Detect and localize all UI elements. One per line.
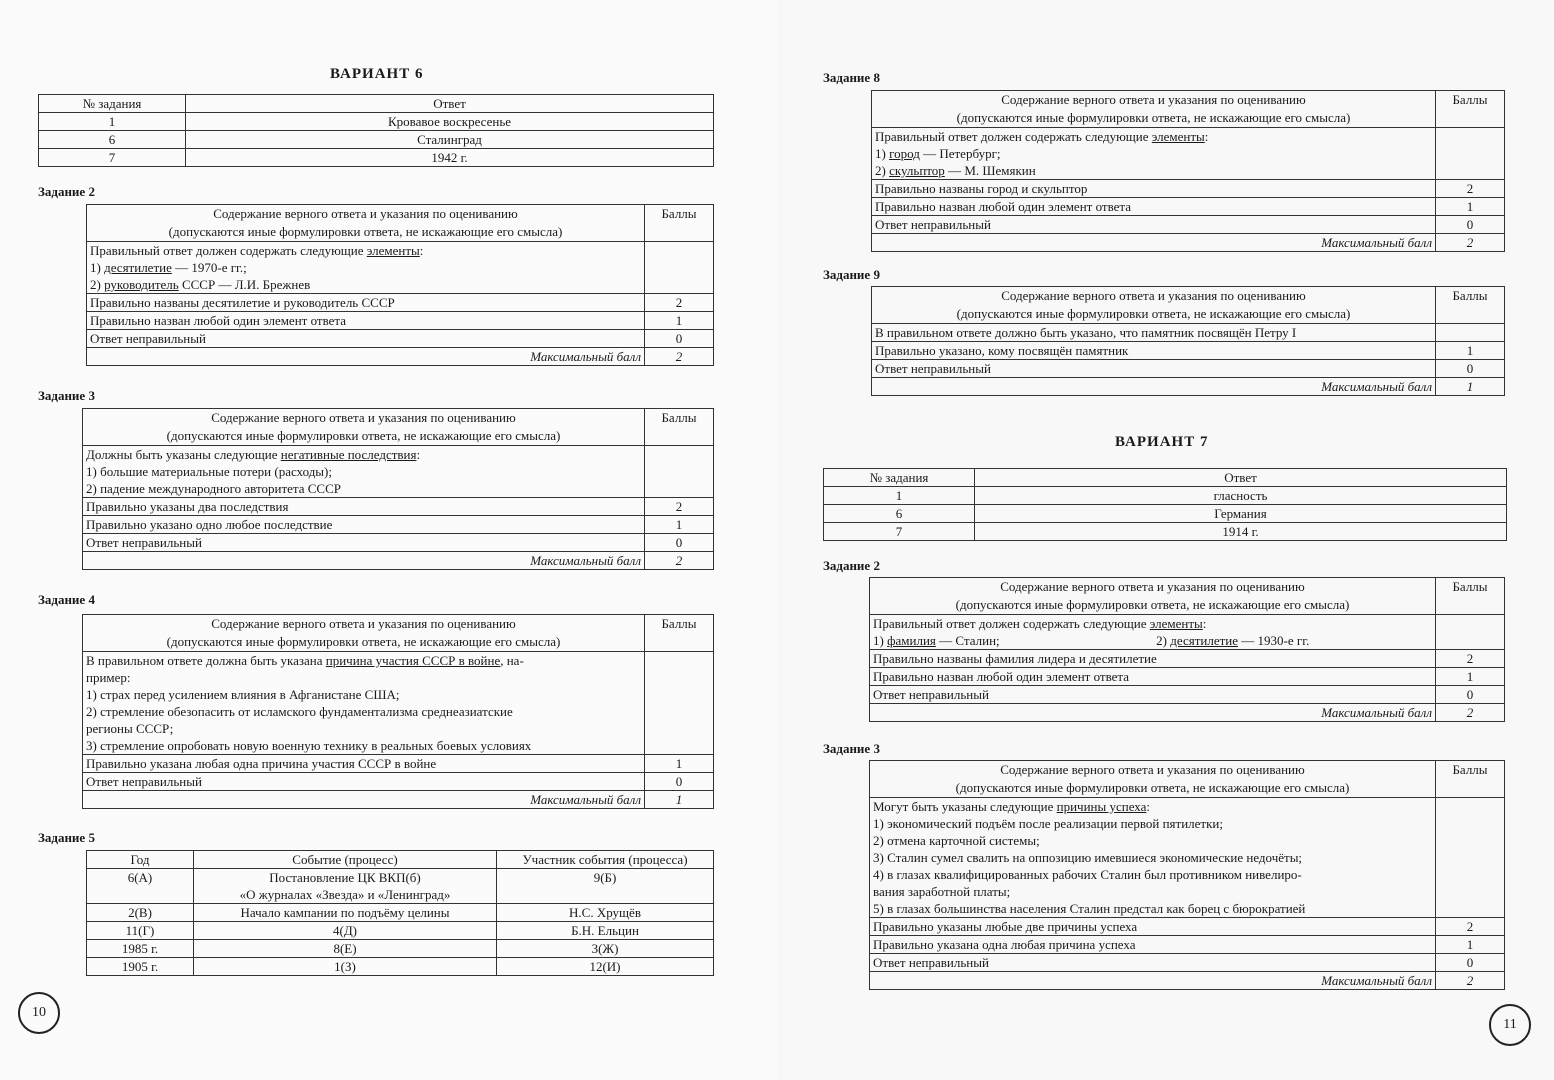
item-key: десятилетие: [104, 260, 172, 275]
points: 1: [645, 755, 714, 773]
intro-end: , на-: [500, 653, 524, 668]
intro-underlined: элементы: [1149, 616, 1203, 631]
criterion: Правильно назван любой один элемент ответа: [870, 668, 1436, 686]
participant-cell: 12(И): [497, 958, 714, 976]
item-text: — 1970-е гг.;: [171, 260, 247, 275]
criterion: Правильно указана одна любая причина успеха: [870, 936, 1436, 954]
table-row: [83, 534, 714, 552]
points: 1: [1436, 198, 1505, 216]
variant-7-title: ВАРИАНТ 7: [1115, 434, 1209, 450]
table-row: [872, 198, 1505, 216]
max-score: 2: [645, 552, 714, 570]
points: 2: [645, 294, 714, 312]
header-event: Событие (процесс): [194, 851, 497, 869]
participant-cell: Н.С. Хрущёв: [497, 904, 714, 922]
page-number-left: 10: [18, 992, 60, 1034]
criteria-header-line1: Содержание верного ответа и указания по оцениванию: [1001, 288, 1306, 303]
page-number-right: 11: [1489, 1004, 1531, 1046]
item-text: 2) падение международного авторитета СССР: [86, 481, 342, 496]
criteria-header-line1: Содержание верного ответа и указания по оцениванию: [213, 206, 518, 221]
max-score-label: Максимальный балл: [87, 348, 645, 366]
criteria-header: [870, 578, 1436, 615]
criterion: Ответ неправильный: [870, 954, 1436, 972]
table-row: [83, 773, 714, 791]
max-score: 2: [645, 348, 714, 366]
criteria-header-line2: (допускаются иные формулировки ответа, не искажающие его смысла): [955, 597, 1350, 612]
task-5-label: Задание 5: [38, 830, 95, 845]
points: 2: [1436, 918, 1505, 936]
table-row: [872, 234, 1505, 252]
table-row: [824, 505, 1507, 523]
table-row: [872, 180, 1505, 198]
table-row: [39, 113, 714, 131]
answer-value: гласность: [975, 487, 1507, 505]
year-cell: 2(В): [87, 904, 194, 922]
points-header: Баллы: [1436, 761, 1505, 798]
points: 0: [645, 330, 714, 348]
answer-value: Сталинград: [186, 131, 714, 149]
intro-text: В правильном ответе должна быть указана: [86, 653, 326, 668]
table-row: [872, 324, 1505, 342]
table-row: [83, 791, 714, 809]
criterion: Ответ неправильный: [870, 686, 1436, 704]
criterion: Правильно указаны любые две причины успеха: [870, 918, 1436, 936]
event-cell: 1(З): [194, 958, 497, 976]
table-row: [87, 294, 714, 312]
table-row: [87, 330, 714, 348]
criteria-header-line2: (допускаются иные формулировки ответа, не искажающие его смысла): [955, 780, 1350, 795]
table-row: [872, 128, 1505, 180]
intro-end: :: [1202, 616, 1207, 631]
intro-end: :: [1146, 799, 1151, 814]
task-number: 7: [39, 149, 186, 167]
table-row: [870, 936, 1505, 954]
task-5-table: [86, 850, 714, 976]
criteria-header: [83, 409, 645, 446]
intro-text: Могут быть указаны следующие: [873, 799, 1057, 814]
intro-underlined: элементы: [366, 243, 420, 258]
table-row: [83, 498, 714, 516]
task-8-table: [871, 90, 1505, 252]
task-4-table: [82, 614, 714, 809]
item-text: — 1930-е гг.: [1238, 633, 1310, 648]
intro-text: Правильный ответ должен содержать следующие: [873, 616, 1150, 631]
v7-task-3-label: Задание 3: [823, 741, 880, 756]
criteria-header: [872, 287, 1436, 324]
criteria-header: [83, 615, 645, 652]
item-text: 1) большие материальные потери (расходы);: [86, 464, 332, 479]
table-row: [870, 972, 1505, 990]
points-header: Баллы: [1436, 578, 1505, 615]
criterion: Ответ неправильный: [83, 534, 645, 552]
item-text: 4) в глазах квалифицированных рабочих Сталин был противником нивелиро-: [873, 867, 1302, 882]
criteria-header-line1: Содержание верного ответа и указания по оцениванию: [211, 410, 516, 425]
table-row: [870, 650, 1505, 668]
v7-task-2-table: [869, 577, 1505, 722]
criteria-header-line2: (допускаются иные формулировки ответа, не искажающие его смысла): [166, 428, 561, 443]
task-9-label: Задание 9: [823, 267, 880, 282]
max-score-label: Максимальный балл: [870, 704, 1436, 722]
table-row: [870, 686, 1505, 704]
answer-value: 1914 г.: [975, 523, 1507, 541]
answer-content: [870, 798, 1436, 918]
criterion: Правильно указаны два последствия: [83, 498, 645, 516]
table-row: [87, 348, 714, 366]
event-cell: 4(Д): [194, 922, 497, 940]
item-text: — Сталин;: [935, 633, 1000, 648]
points: 0: [1436, 360, 1505, 378]
points: 1: [1436, 936, 1505, 954]
table-row: [87, 958, 714, 976]
points-header: Баллы: [645, 205, 714, 242]
item-number: 1): [90, 260, 105, 275]
right-page: [777, 0, 1554, 1080]
item-text: СССР — Л.И. Брежнев: [178, 277, 311, 292]
year-cell: 1905 г.: [87, 958, 194, 976]
criteria-header-line2: (допускаются иные формулировки ответа, не искажающие его смысла): [956, 110, 1351, 125]
criterion: Правильно названы фамилия лидера и десятилетие: [870, 650, 1436, 668]
participant-cell: 9(Б): [497, 869, 714, 904]
answer-content: В правильном ответе должно быть указано, что памятник посвящён Петру I: [872, 324, 1436, 342]
points: 2: [1436, 180, 1505, 198]
task-2-label: Задание 2: [38, 184, 95, 199]
table-row: [870, 615, 1505, 650]
event-cell: [194, 869, 497, 904]
v7-task-2-label: Задание 2: [823, 558, 880, 573]
intro-text: Правильный ответ должен содержать следующие: [875, 129, 1152, 144]
table-row: [87, 869, 714, 904]
event-cell: 8(Е): [194, 940, 497, 958]
v7-task-3-table: [869, 760, 1505, 990]
points: 1: [645, 516, 714, 534]
item-number: 2): [1156, 633, 1171, 648]
table-row: [870, 798, 1505, 918]
intro-text: пример:: [86, 670, 131, 685]
points: 2: [645, 498, 714, 516]
max-score-label: Максимальный балл: [83, 552, 645, 570]
header-year: Год: [87, 851, 194, 869]
intro-underlined: элементы: [1151, 129, 1205, 144]
item-text: — Петербург;: [919, 146, 1001, 161]
points: 0: [1436, 216, 1505, 234]
header-task-number: № задания: [824, 469, 975, 487]
table-row: [870, 954, 1505, 972]
max-score-label: Максимальный балл: [872, 378, 1436, 396]
item-number: 1): [873, 633, 888, 648]
variant-7-answers-table: [823, 468, 1507, 541]
table-row: [872, 342, 1505, 360]
criteria-header-line1: Содержание верного ответа и указания по оцениванию: [1000, 579, 1305, 594]
intro-end: :: [419, 243, 424, 258]
variant-6-answers-table: [38, 94, 714, 167]
answer-content: [870, 615, 1436, 650]
answer-value: Германия: [975, 505, 1507, 523]
table-row: [87, 922, 714, 940]
points-header: Баллы: [1436, 91, 1505, 128]
points-header: Баллы: [645, 615, 714, 652]
item-text: 3) стремление опробовать новую военную технику в реальных боевых условиях: [86, 738, 532, 753]
table-row: [87, 904, 714, 922]
answer-content: [872, 128, 1436, 180]
task-number: 1: [39, 113, 186, 131]
table-row: [83, 652, 714, 755]
points: 1: [1436, 668, 1505, 686]
table-row: [870, 668, 1505, 686]
criterion: Правильно указано одно любое последствие: [83, 516, 645, 534]
event-line2: «О журналах «Звезда» и «Ленинград»: [239, 887, 451, 902]
points: 0: [1436, 686, 1505, 704]
item-text: 1) страх перед усилением влияния в Афганистане США;: [86, 687, 400, 702]
variant-6-title: ВАРИАНТ 6: [330, 66, 424, 82]
criteria-header-line1: Содержание верного ответа и указания по оцениванию: [211, 616, 516, 631]
intro-underlined: причины успеха: [1056, 799, 1147, 814]
item-text: 5) в глазах большинства населения Сталин предстал как борец с бюрократией: [873, 901, 1306, 916]
max-score: 1: [1436, 378, 1505, 396]
table-row: [824, 523, 1507, 541]
intro-underlined: причина участия СССР в войне: [325, 653, 501, 668]
item-text: 2) стремление обезопасить от исламского фундаментализма среднеазиатские: [86, 704, 513, 719]
max-score-label: Максимальный балл: [83, 791, 645, 809]
answer-content: [83, 652, 645, 755]
task-number: 6: [824, 505, 975, 523]
answer-value: Кровавое воскресенье: [186, 113, 714, 131]
max-score-label: Максимальный балл: [870, 972, 1436, 990]
year-cell: 1985 г.: [87, 940, 194, 958]
points: 0: [645, 534, 714, 552]
answer-content: [87, 242, 645, 294]
max-score: 2: [1436, 704, 1505, 722]
criteria-header-line1: Содержание верного ответа и указания по оцениванию: [1001, 92, 1306, 107]
criterion: Ответ неправильный: [87, 330, 645, 348]
task-number: 1: [824, 487, 975, 505]
item-key: десятилетие: [1170, 633, 1239, 648]
task-2-table: [86, 204, 714, 366]
points-header: Баллы: [645, 409, 714, 446]
task-8-label: Задание 8: [823, 70, 880, 85]
criteria-header-line1: Содержание верного ответа и указания по оцениванию: [1000, 762, 1305, 777]
event-line1: Постановление ЦК ВКП(б): [269, 870, 421, 885]
table-row: [872, 378, 1505, 396]
item-key: скульптор: [889, 163, 945, 178]
intro-end: :: [416, 447, 421, 462]
criterion: Правильно названы десятилетие и руководитель СССР: [87, 294, 645, 312]
criteria-header: [872, 91, 1436, 128]
points-header: Баллы: [1436, 287, 1505, 324]
table-row: [87, 940, 714, 958]
criterion: Ответ неправильный: [872, 360, 1436, 378]
points: 0: [645, 773, 714, 791]
participant-cell: Б.Н. Ельцин: [497, 922, 714, 940]
year-cell: 11(Г): [87, 922, 194, 940]
max-score-label: Максимальный балл: [872, 234, 1436, 252]
item-number: 2): [875, 163, 890, 178]
task-number: 6: [39, 131, 186, 149]
criteria-header-line2: (допускаются иные формулировки ответа, не искажающие его смысла): [168, 224, 563, 239]
criteria-header-line2: (допускаются иные формулировки ответа, не искажающие его смысла): [956, 306, 1351, 321]
event-cell: Начало кампании по подъёму целины: [194, 904, 497, 922]
header-participant: Участник события (процесса): [497, 851, 714, 869]
intro-text: Правильный ответ должен содержать следующие: [90, 243, 367, 258]
task-3-label: Задание 3: [38, 388, 95, 403]
criterion: Правильно назван любой один элемент ответа: [87, 312, 645, 330]
item-key: фамилия: [887, 633, 936, 648]
task-4-label: Задание 4: [38, 592, 95, 607]
table-row: [83, 446, 714, 498]
item-text: 3) Сталин сумел свалить на оппозицию имевшиеся экономические недочёты;: [873, 850, 1303, 865]
header-answer: Ответ: [186, 95, 714, 113]
header-task-number: № задания: [39, 95, 186, 113]
table-row: [83, 755, 714, 773]
criterion: Правильно назван любой один элемент ответа: [872, 198, 1436, 216]
answer-value: 1942 г.: [186, 149, 714, 167]
table-row: [870, 704, 1505, 722]
table-row: [872, 216, 1505, 234]
table-row: [39, 131, 714, 149]
criterion: Ответ неправильный: [83, 773, 645, 791]
item-text: 1) экономический подъём после реализации первой пятилетки;: [873, 816, 1223, 831]
table-row: [824, 487, 1507, 505]
item-text: вания заработной платы;: [873, 884, 1011, 899]
table-row: [39, 149, 714, 167]
max-score: 1: [645, 791, 714, 809]
header-answer: Ответ: [975, 469, 1507, 487]
points: 0: [1436, 954, 1505, 972]
item-text: — М. Шемякин: [944, 163, 1036, 178]
criteria-header-line2: (допускаются иные формулировки ответа, не искажающие его смысла): [166, 634, 561, 649]
table-row: [87, 242, 714, 294]
criterion: Правильно указана любая одна причина участия СССР в войне: [83, 755, 645, 773]
participant-cell: 3(Ж): [497, 940, 714, 958]
item-number: 2): [90, 277, 105, 292]
task-number: 7: [824, 523, 975, 541]
item-number: 1): [875, 146, 890, 161]
intro-underlined: негативные последствия: [280, 447, 417, 462]
table-row: [87, 312, 714, 330]
intro-text: Должны быть указаны следующие: [86, 447, 281, 462]
criteria-header: [87, 205, 645, 242]
max-score: 2: [1436, 234, 1505, 252]
table-row: [870, 918, 1505, 936]
criterion: Правильно указано, кому посвящён памятник: [872, 342, 1436, 360]
intro-end: :: [1204, 129, 1209, 144]
item-text: 2) отмена карточной системы;: [873, 833, 1040, 848]
item-key: город: [889, 146, 920, 161]
answer-content: [83, 446, 645, 498]
table-row: [83, 552, 714, 570]
criterion: Ответ неправильный: [872, 216, 1436, 234]
task-3-table: [82, 408, 714, 570]
points: 2: [1436, 650, 1505, 668]
table-row: [83, 516, 714, 534]
item-text: регионы СССР;: [86, 721, 174, 736]
task-9-table: [871, 286, 1505, 396]
points: 1: [1436, 342, 1505, 360]
table-row: [872, 360, 1505, 378]
item-key: руководитель: [104, 277, 179, 292]
criteria-header: [870, 761, 1436, 798]
points: 1: [645, 312, 714, 330]
max-score: 2: [1436, 972, 1505, 990]
year-cell: 6(А): [87, 869, 194, 904]
criterion: Правильно названы город и скульптор: [872, 180, 1436, 198]
